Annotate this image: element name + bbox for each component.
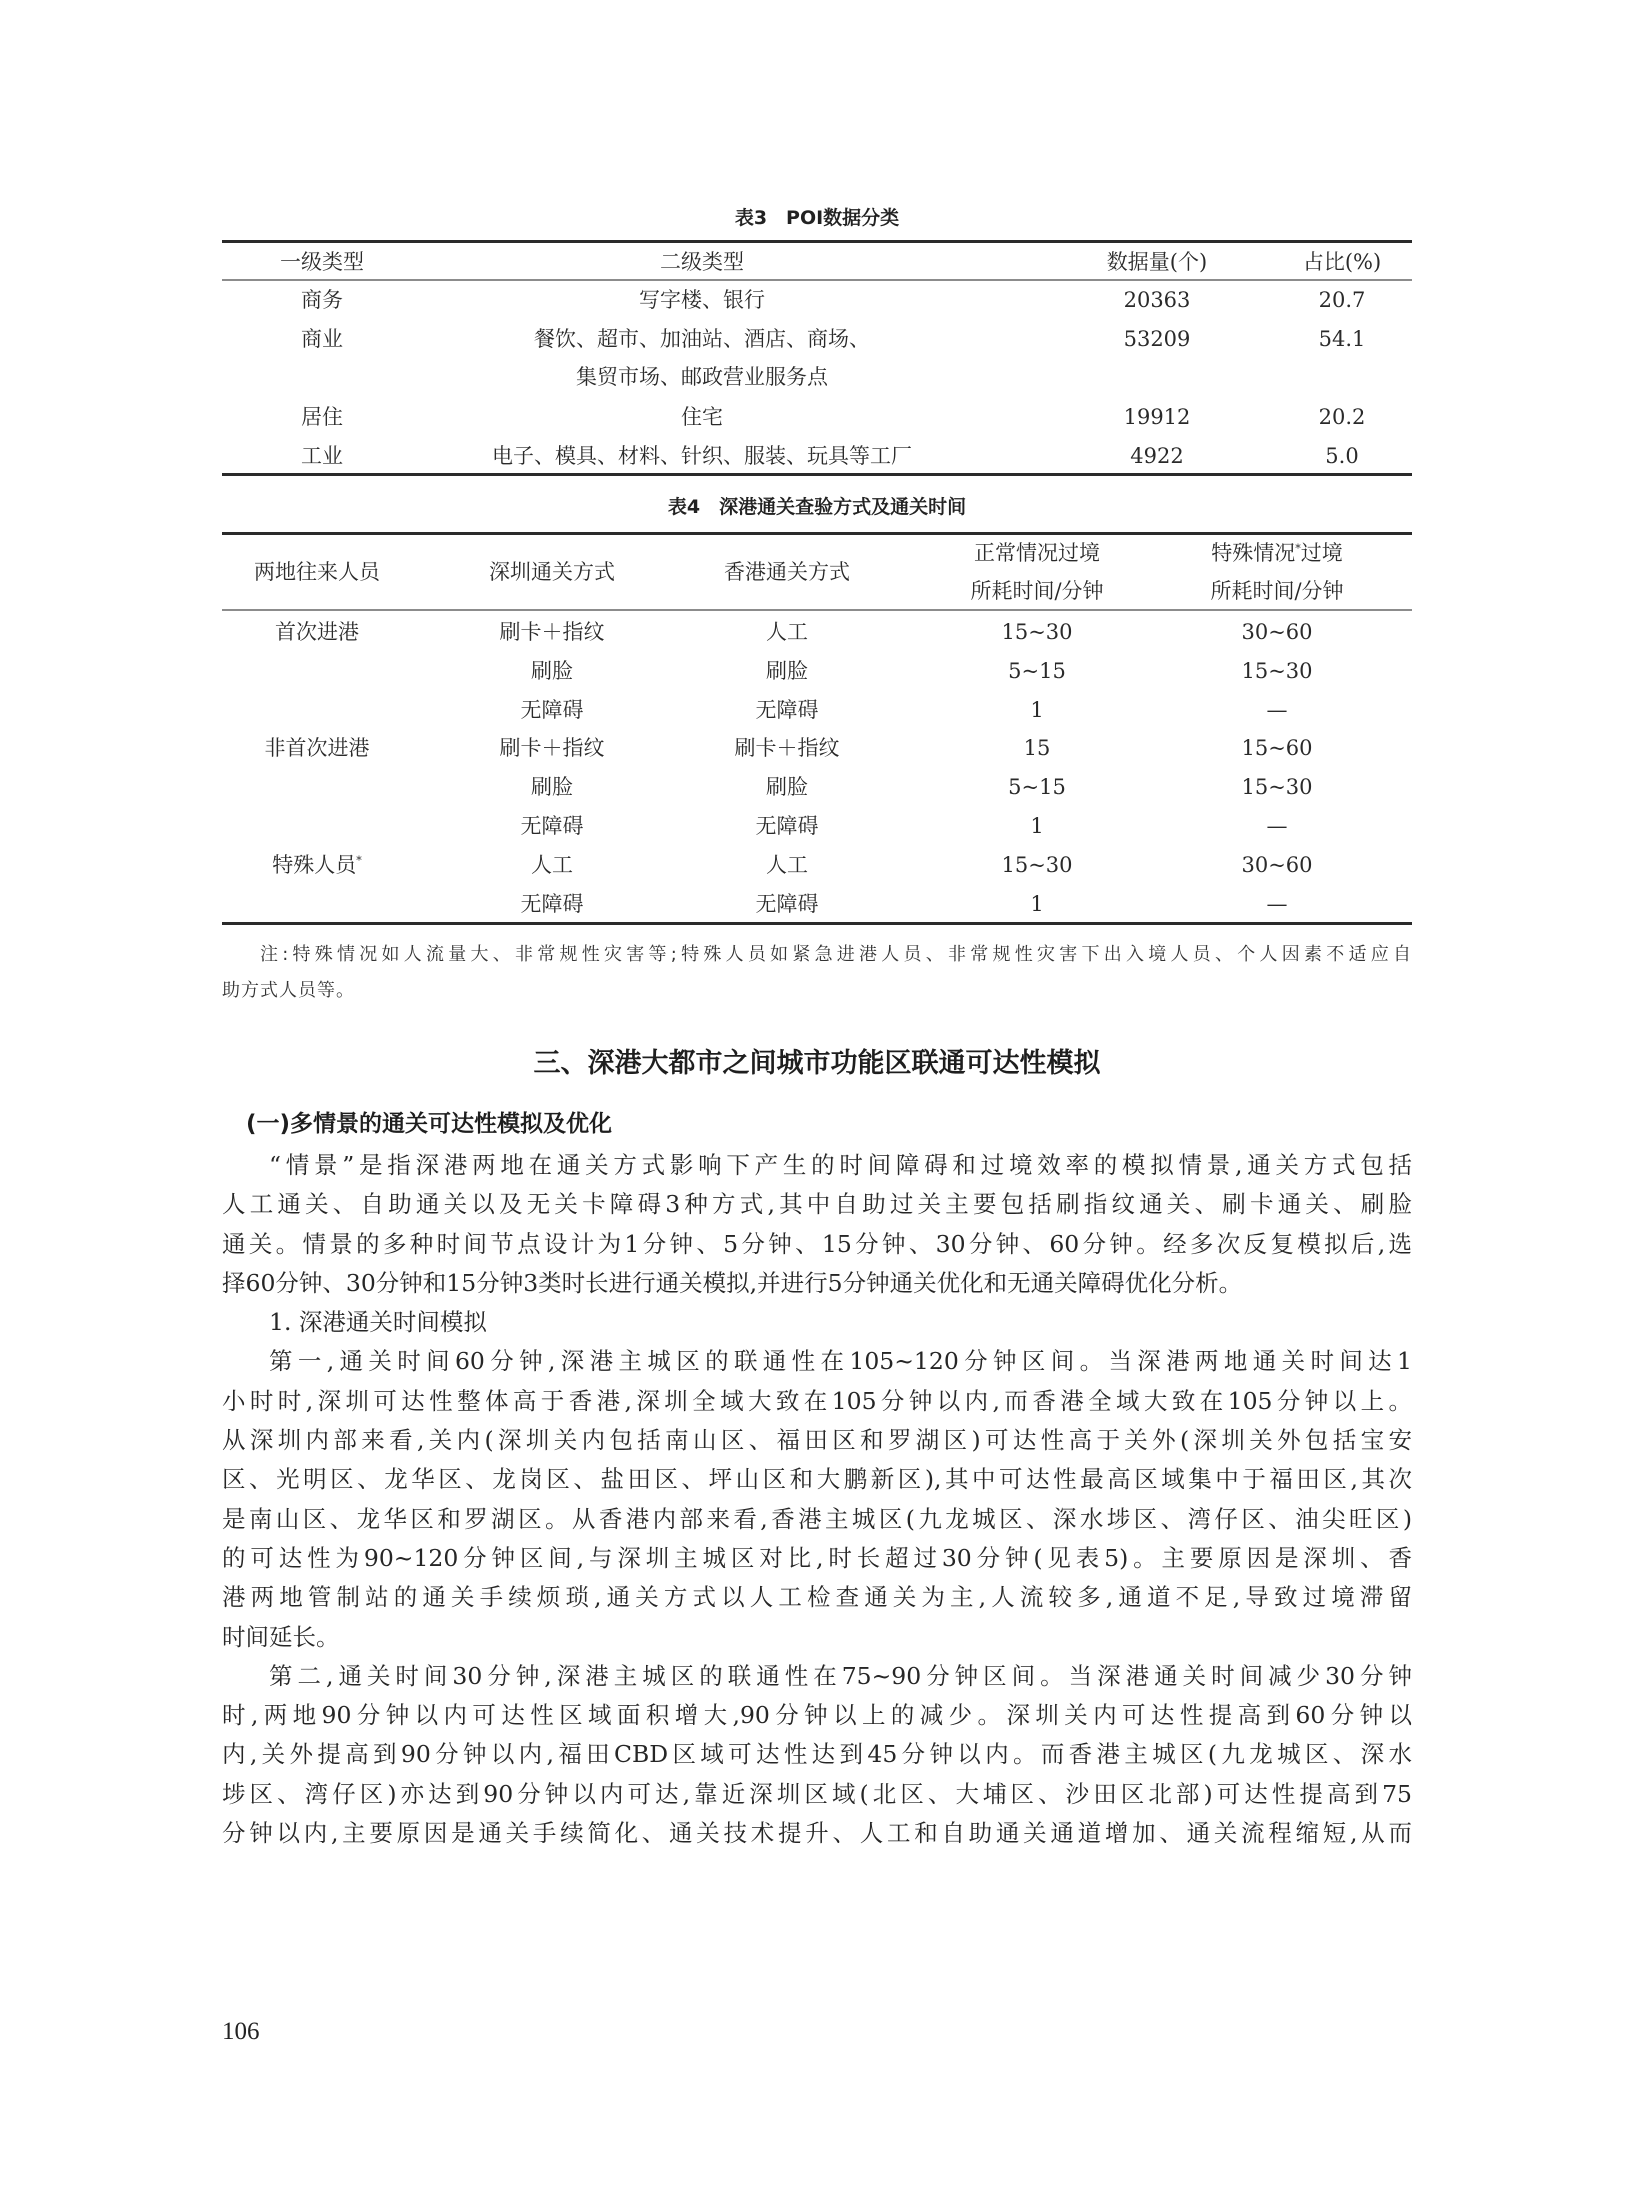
table4-cell-normal-time: 15: [1023, 736, 1051, 761]
table3-cell-count: 4922: [1130, 444, 1184, 468]
table4-header-rule: [222, 609, 1412, 611]
table3-cell-percent: 20.7: [1318, 288, 1366, 312]
paragraph-line: 人工通关、自助通关以及无关卡障碍3种方式,其中自助过关主要包括刷指纹通关、刷卡通关、刷脸: [222, 1190, 1412, 1219]
table4-note-line1: 注:特殊情况如人流量大、非常规性灾害等;特殊人员如紧急进港人员、非常规性灾害下出入境人员、个人因素不适应自: [260, 944, 1412, 965]
table4-cell-hk-method: 刷脸: [766, 775, 808, 800]
paragraph-line: 分钟以内,主要原因是通关手续简化、通关技术提升、人工和自助通关通道增加、通关流程缩短,从而: [222, 1819, 1412, 1848]
paragraph-line: 内,关外提高到90分钟以内,福田CBD区域可达性达到45分钟以内。而香港主城区(九龙城区、深水: [222, 1740, 1412, 1769]
paragraph-line: 港两地管制站的通关手续烦琐,通关方式以人工检查通关为主,人流较多,通道不足,导致过境滞留: [222, 1583, 1412, 1612]
paragraph-scenario: [222, 1146, 1412, 1853]
table3-cell-count: 19912: [1123, 405, 1191, 429]
table4-header-travelers: 两地往来人员: [254, 560, 380, 584]
table4-cell-sz-method: 无障碍: [520, 697, 584, 722]
table4-header-special-line1: 特殊情况*过境: [1211, 541, 1343, 565]
table4-header-sz-method: 深圳通关方式: [489, 560, 615, 584]
paragraph-line: 的可达性为90~120分钟区间,与深圳主城区对比,时长超过30分钟(见表5)。主要原因是深圳、香: [222, 1543, 1412, 1572]
table4-header-normal-line1: 正常情况过境: [974, 541, 1100, 565]
table4-top-rule: [222, 532, 1412, 535]
table4-cell-special-time: 15~60: [1241, 736, 1313, 761]
table4-cell-special-time: 15~30: [1241, 658, 1313, 683]
paragraph-line: 埗区、湾仔区)亦达到90分钟以内可达,靠近深圳区域(北区、大埔区、沙田区北部)可达性提高到75: [222, 1779, 1412, 1808]
table3-cell-level1: 居住: [301, 405, 343, 429]
page-number: 106: [222, 2018, 260, 2045]
table4-cell-travelers: 非首次进港: [264, 736, 370, 761]
table3-header-count: 数据量(个): [1106, 250, 1208, 274]
table3-cell-level2: 电子、模具、材料、针织、服装、玩具等工厂: [492, 444, 912, 468]
table4-cell-sz-method: 人工: [531, 852, 573, 877]
table4-cell-hk-method: 刷卡＋指纹: [734, 736, 840, 761]
table4-cell-sz-method: 刷卡＋指纹: [499, 736, 605, 761]
table3-header-rule: [222, 279, 1412, 281]
table4-caption: 表4 深港通关查验方式及通关时间: [667, 496, 967, 518]
paragraph-line: 通关。情景的多种时间节点设计为1分钟、5分钟、15分钟、30分钟、60分钟。经多次反复模拟后,选: [222, 1229, 1412, 1258]
table4-cell-hk-method: 人工: [766, 852, 808, 877]
paragraph-line: 第二,通关时间30分钟,深港主城区的联通性在75~90分钟区间。当深港通关时间减少30分钟: [269, 1661, 1412, 1690]
table3-header-level2: 二级类型: [660, 250, 744, 274]
table3-cell-level2-cont: 集贸市场、邮政营业服务点: [576, 365, 828, 389]
table4-cell-hk-method: 无障碍: [755, 814, 819, 838]
table4-header-normal-line2: 所耗时间/分钟: [970, 579, 1104, 603]
table4-cell-special-time: —: [1266, 891, 1288, 916]
table4-cell-special-time: 15~30: [1241, 775, 1313, 800]
table3-cell-level1: 商业: [301, 327, 343, 351]
table4-cell-sz-method: 刷脸: [531, 658, 573, 683]
table4-header-special-line2: 所耗时间/分钟: [1210, 579, 1344, 603]
table4-note-line2: 助方式人员等。: [222, 980, 355, 1001]
table4-cell-normal-time: 15~30: [1001, 620, 1073, 644]
heading-customs-time-simulation: 1. 深港通关时间模拟: [269, 1308, 487, 1337]
paragraph-line: 是南山区、龙华区和罗湖区。从香港内部来看,香港主城区(九龙城区、深水埗区、湾仔区、油尖旺区): [222, 1504, 1412, 1533]
section-title: 三、深港大都市之间城市功能区联通可达性模拟: [533, 1048, 1101, 1079]
table3-cell-percent: 20.2: [1318, 405, 1366, 429]
table4-cell-normal-time: 1: [1030, 697, 1044, 722]
paragraph-line: “情景”是指深港两地在通关方式影响下产生的时间障碍和过境效率的模拟情景,通关方式包括: [269, 1151, 1412, 1179]
table4-cell-sz-method: 刷卡＋指纹: [499, 620, 605, 644]
table3-cell-level2: 餐饮、超市、加油站、酒店、商场、: [534, 327, 870, 351]
table4-cell-hk-method: 人工: [766, 620, 808, 644]
paragraph-line: 第一,通关时间60分钟,深港主城区的联通性在105~120分钟区间。当深港两地通关时间达1: [269, 1347, 1412, 1376]
table4-cell-hk-method: 刷脸: [766, 658, 808, 683]
table3-cell-level2: 住宅: [681, 405, 723, 429]
table4-cell-special-time: —: [1266, 814, 1288, 838]
table3-header-level1: 一级类型: [280, 250, 364, 274]
table4-cell-normal-time: 1: [1030, 814, 1044, 838]
table3-cell-level2: 写字楼、银行: [639, 288, 765, 312]
table3-cell-level1: 工业: [301, 444, 343, 468]
table3-cell-level1: 商务: [301, 288, 343, 312]
paragraph-line: 从深圳内部来看,关内(深圳关内包括南山区、福田区和罗湖区)可达性高于关外(深圳关外包括宝安: [222, 1426, 1412, 1455]
table4-cell-sz-method: 无障碍: [520, 891, 584, 916]
table4-cell-normal-time: 5~15: [1008, 658, 1066, 683]
paragraph-line: 时,两地90分钟以内可达性区域面积增大,90分钟以上的减少。深圳关内可达性提高到60分钟以: [222, 1701, 1412, 1730]
table4-cell-sz-method: 无障碍: [520, 814, 584, 838]
subsection-title: (一)多情景的通关可达性模拟及优化: [246, 1111, 613, 1137]
table3-cell-count: 20363: [1123, 288, 1191, 312]
table3-caption: 表3 POI数据分类: [734, 207, 900, 229]
table4-cell-special-time: 30~60: [1241, 852, 1313, 877]
table4-cell-normal-time: 15~30: [1001, 852, 1073, 877]
table4-cell-hk-method: 无障碍: [755, 697, 819, 722]
paragraph-line: 区、光明区、龙华区、龙岗区、盐田区、坪山区和大鹏新区),其中可达性最高区域集中于福田区,其次: [222, 1465, 1412, 1494]
table4-cell-normal-time: 1: [1030, 891, 1044, 916]
table4-header-hk-method: 香港通关方式: [724, 560, 850, 584]
table3-bottom-rule: [222, 473, 1412, 476]
paragraph-line: 择60分钟、30分钟和15分钟3类时长进行通关模拟,并进行5分钟通关优化和无通关障碍优化分析。: [222, 1268, 1243, 1297]
table3-cell-count: 53209: [1123, 327, 1191, 351]
paragraph-line: 小时时,深圳可达性整体高于香港,深圳全域大致在105分钟以内,而香港全域大致在105分钟以上。: [222, 1386, 1412, 1415]
table4-cell-travelers: 首次进港: [275, 620, 359, 644]
table3-top-rule: [222, 240, 1412, 243]
table4-cell-special-time: 30~60: [1241, 620, 1313, 644]
table4-cell-special-time: —: [1266, 697, 1288, 722]
table4-cell-travelers: 特殊人员*: [272, 852, 362, 877]
table4-bottom-rule: [222, 922, 1412, 925]
table3-header-percent: 占比(%): [1302, 250, 1382, 274]
table4-cell-hk-method: 无障碍: [755, 891, 819, 916]
table3-cell-percent: 54.1: [1318, 327, 1366, 351]
table4-cell-normal-time: 5~15: [1008, 775, 1066, 800]
paragraph-line: 时间延长。: [222, 1622, 340, 1651]
table4-cell-sz-method: 刷脸: [531, 775, 573, 800]
table4-note: [222, 937, 1412, 1009]
table3-cell-percent: 5.0: [1325, 444, 1359, 468]
